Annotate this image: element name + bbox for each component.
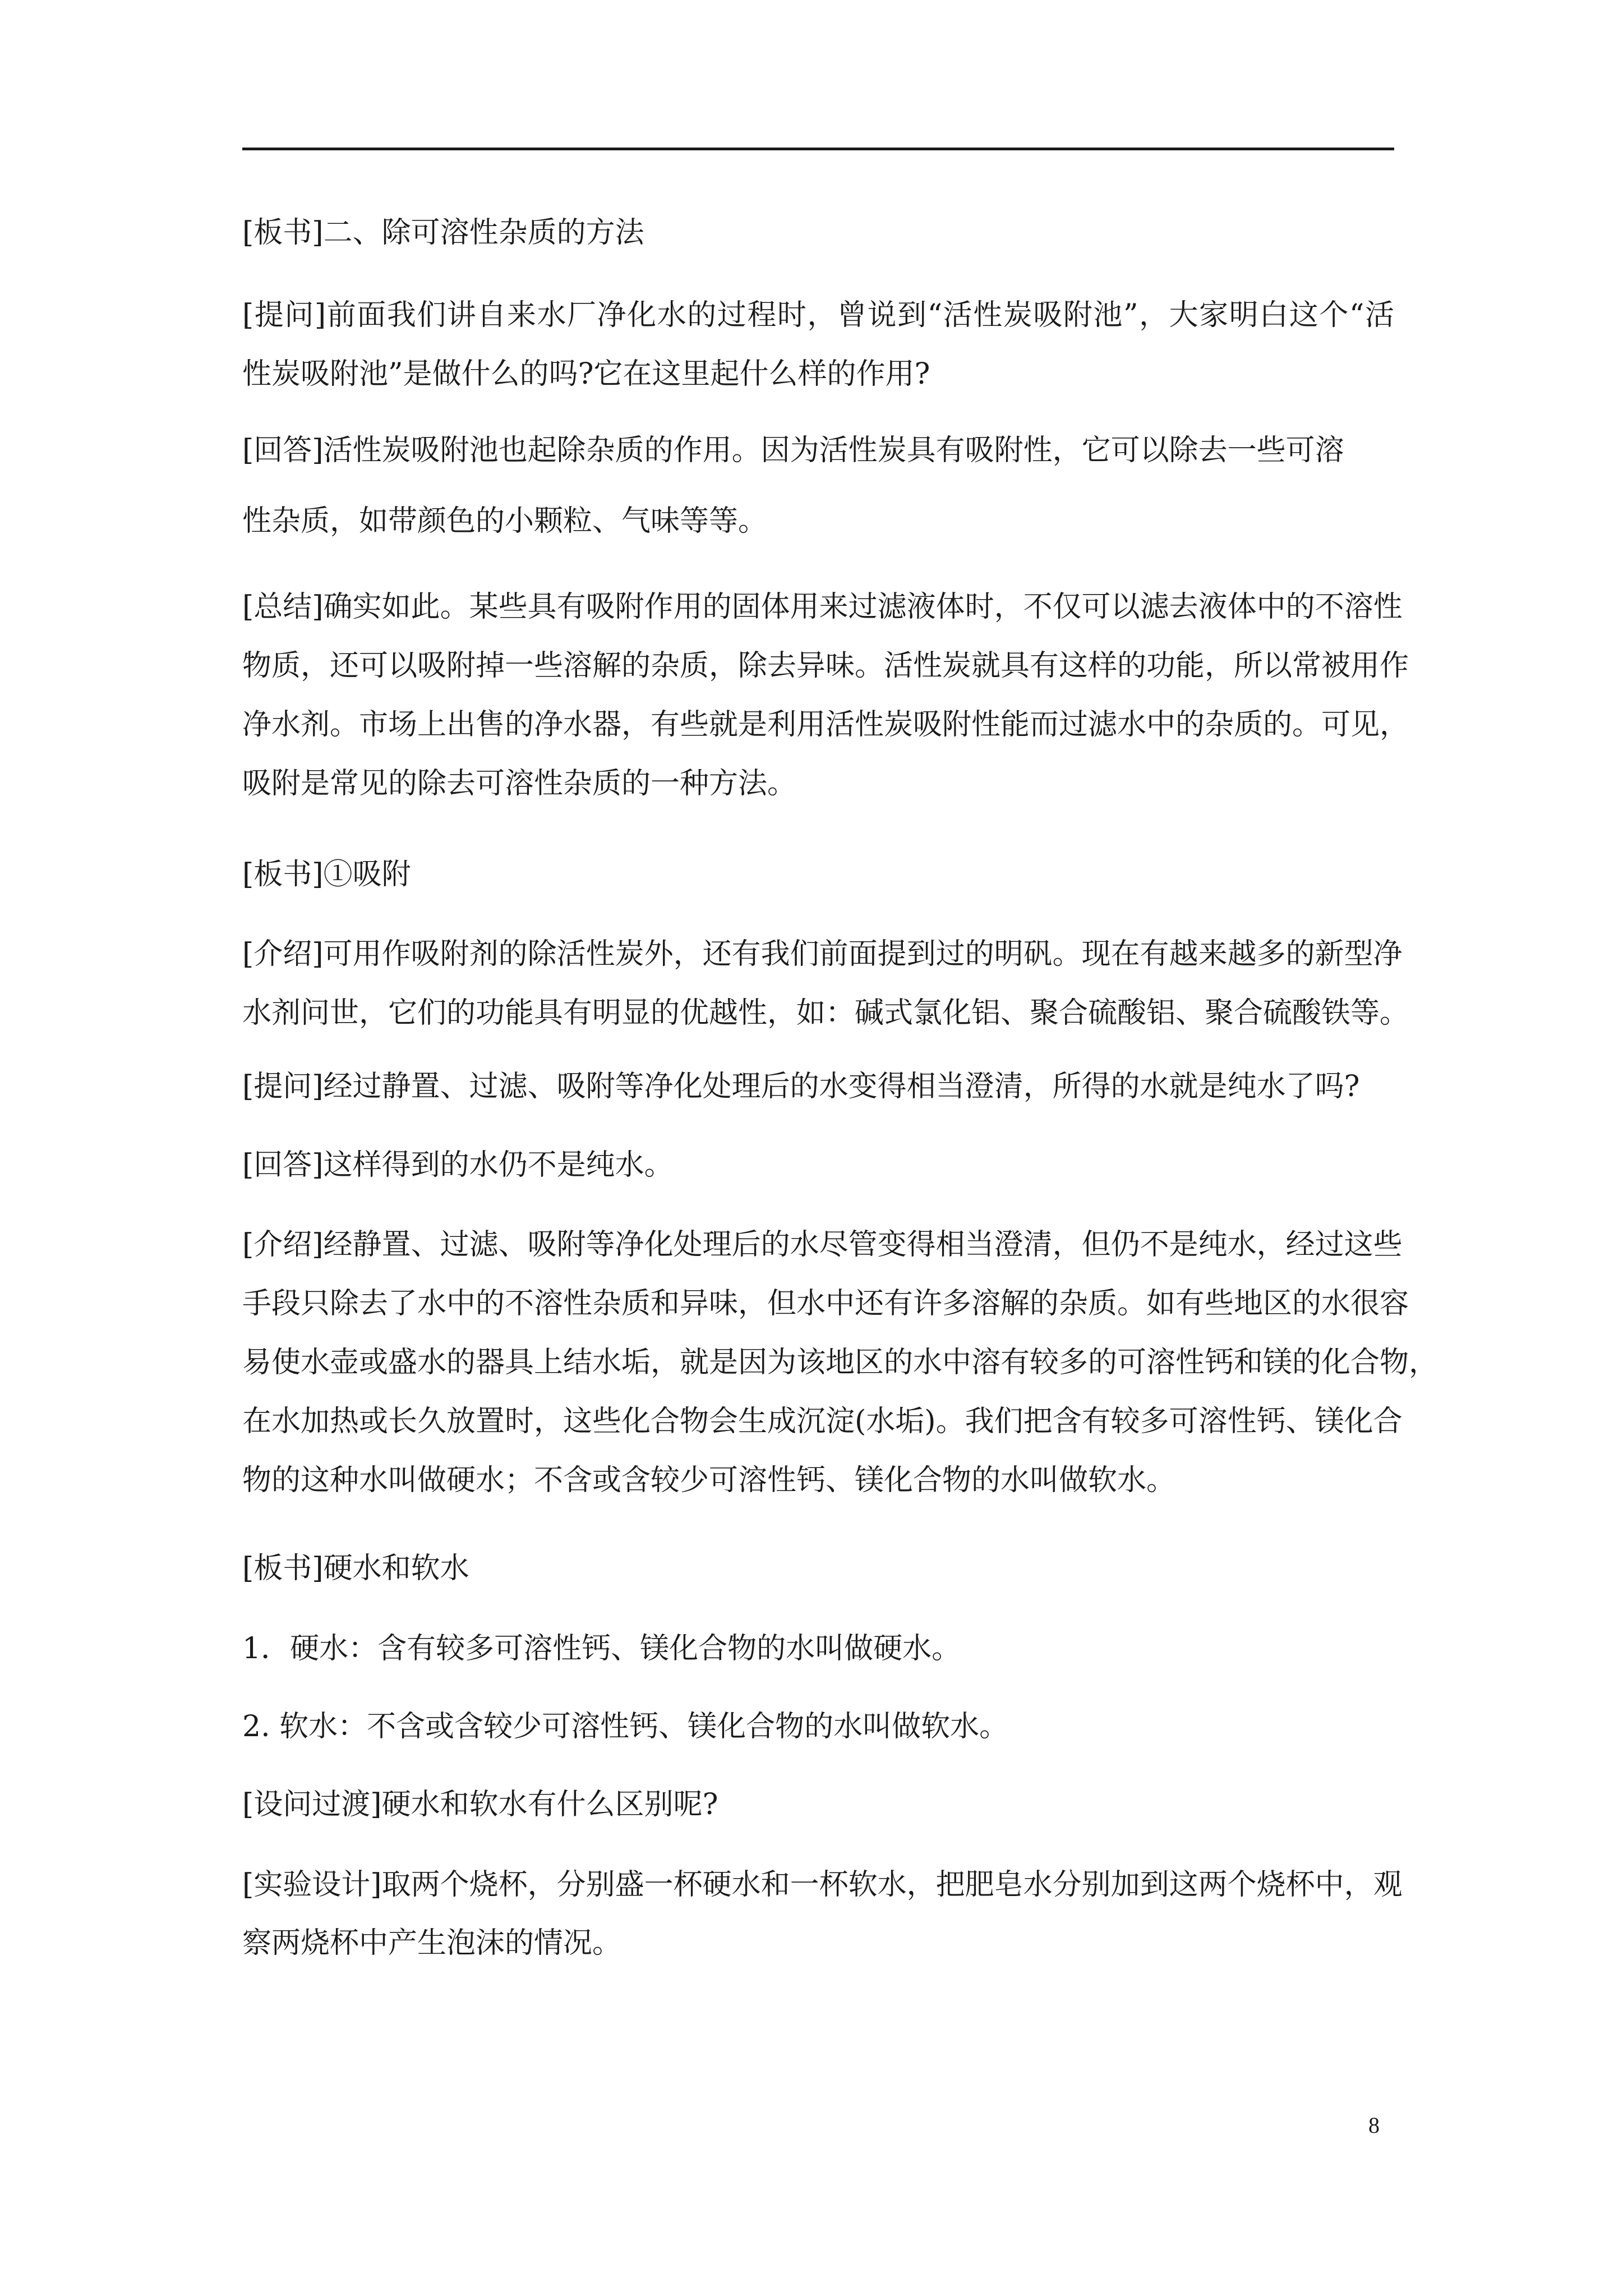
- text-line-6: [总结]确实如此。某些具有吸附作用的固体用来过滤液体时，不仅可以滤去液体中的不溶性: [242, 590, 1403, 624]
- text-line-5: 性杂质，如带颜色的小颗粒、气味等等。: [242, 504, 768, 538]
- text-line-3: 性炭吸附池”是做什么的吗?它在这里起什么样的作用?: [242, 357, 930, 391]
- text-line-8: 净水剂。市场上出售的净水器，有些就是利用活性炭吸附性能而过滤水中的杂质的。可见，: [242, 708, 1409, 742]
- text-line-19: 物的这种水叫做硬水；不含或含较少可溶性钙、镁化合物的水叫做软水。: [242, 1464, 1176, 1497]
- text-line-7: 物质，还可以吸附掉一些溶解的杂质，除去异味。活性炭就具有这样的功能，所以常被用作: [242, 649, 1409, 683]
- text-line-15: [介绍]经静置、过滤、吸附等净化处理后的水尽管变得相当澄清，但仍不是纯水，经过这些: [242, 1228, 1403, 1262]
- text-line-4: [回答]活性炭吸附池也起除杂质的作用。因为活性炭具有吸附性，它可以除去一些可溶: [242, 434, 1344, 467]
- text-line-25: 察两烧杯中产生泡沫的情况。: [242, 1926, 622, 1960]
- text-line-12: 水剂问世，它们的功能具有明显的优越性，如：碱式氯化铝、聚合硫酸铝、聚合硫酸铁等。: [242, 996, 1409, 1030]
- text-line-10: [板书]①吸附: [242, 858, 411, 891]
- text-line-2: [提问]前面我们讲自来水厂净化水的过程时，曾说到“活性炭吸附池”，大家明白这个“活: [242, 298, 1394, 332]
- text-line-14: [回答]这样得到的水仍不是纯水。: [242, 1148, 674, 1182]
- text-line-13: [提问]经过静置、过滤、吸附等净化处理后的水变得相当澄清，所得的水就是纯水了吗?: [242, 1070, 1360, 1103]
- text-line-21: 1．硬水：含有较多可溶性钙、镁化合物的水叫做硬水。: [242, 1632, 961, 1665]
- text-line-17: 易使水壶或盛水的器具上结水垢，就是因为该地区的水中溶有较多的可溶性钙和镁的化合物，: [242, 1346, 1438, 1379]
- text-line-22: 2. 软水：不含或含较少可溶性钙、镁化合物的水叫做软水。: [242, 1710, 1009, 1743]
- header-rule: [242, 148, 1394, 150]
- text-line-23: [设问过渡]硬水和软水有什么区别呢?: [242, 1788, 718, 1821]
- text-line-9: 吸附是常见的除去可溶性杂质的一种方法。: [242, 767, 797, 800]
- page-number: 8: [1368, 2113, 1380, 2138]
- text-line-20: [板书]硬水和软水: [242, 1552, 469, 1585]
- text-line-16: 手段只除去了水中的不溶性杂质和异味，但水中还有许多溶解的杂质。如有些地区的水很容: [242, 1287, 1409, 1320]
- text-line-24: [实验设计]取两个烧杯，分别盛一杯硬水和一杯软水，把肥皂水分别加到这两个烧杯中，观: [242, 1868, 1403, 1902]
- text-line-18: 在水加热或长久放置时，这些化合物会生成沉淀(水垢)。我们把含有较多可溶性钙、镁化合: [242, 1405, 1403, 1438]
- text-line-11: [介绍]可用作吸附剂的除活性炭外，还有我们前面提到过的明矾。现在有越来越多的新型净: [242, 937, 1403, 971]
- text-line-1: [板书]二、除可溶性杂质的方法: [242, 216, 644, 250]
